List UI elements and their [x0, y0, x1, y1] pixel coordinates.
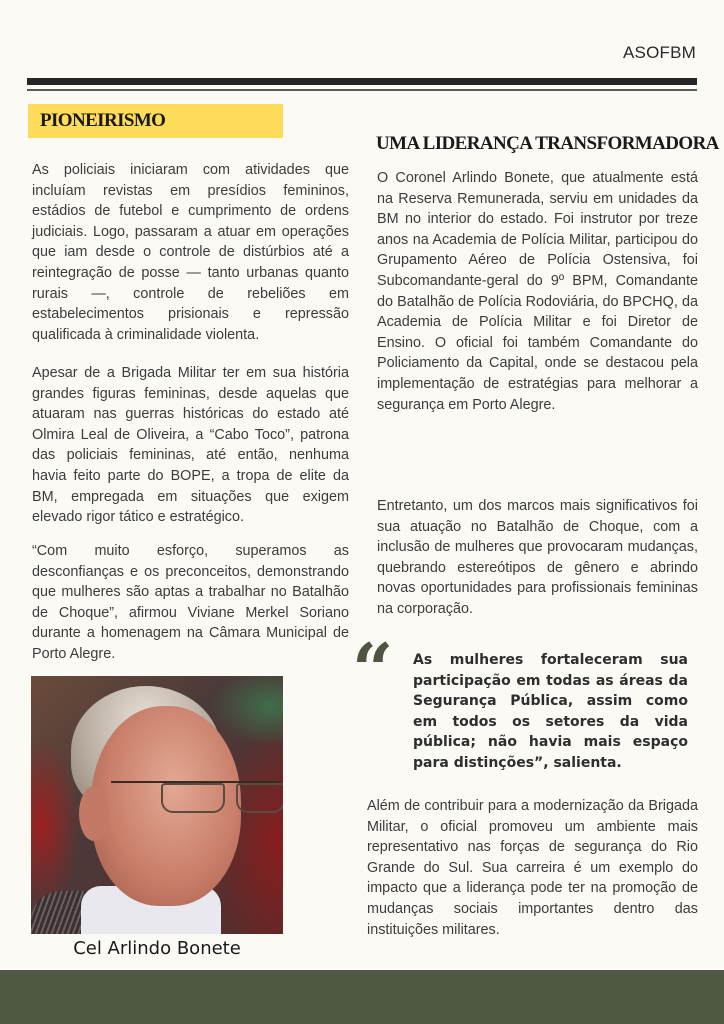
photo-glasses [111, 781, 281, 813]
section-title-left: PIONEIRISMO [40, 110, 166, 131]
brand-name: ASOFBM [623, 43, 696, 62]
right-paragraph-2: Entretanto, um dos marcos mais significativos foi sua atuação no Batalhão de Choque, com a inclusão de mulheres que provocaram mudanças, quebrando estereótipos de gênero e abrindo novas oportunidades para profissionais femininas na corporação. [377, 498, 698, 617]
header-rule-thin [27, 89, 697, 91]
closing-paragraph: Além de contribuir para a modernização da Brigada Militar, o oficial promoveu um ambiente mais representativo nas forças de segurança do Rio Grande do Sul. Sua carreira é um exemplo do impacto que a liderança pode ter na promoção de mudanças sociais importantes dentro das instituições militares. [367, 798, 698, 938]
pull-quote: As mulheres fortaleceram sua participação em todas as áreas da Segurança Pública, assim como em todos os setores da vida pública; não havia mais espaço para distinções”, salienta. [413, 652, 688, 771]
photo-ear [79, 786, 109, 841]
section-tag-pioneirismo [28, 104, 283, 138]
left-paragraph-3: “Com muito esforço, superamos as desconfianças e os preconceitos, demonstrando que mulheres são aptas a trabalhar no Batalhão de Choque”, afirmou Viviane Merkel Soriano durante a homenagem na Câmara Municipal de Porto Alegre. [32, 543, 349, 662]
left-paragraph-1: As policiais iniciaram com atividades que incluíam revistas em presídios femininos, estádios de futebol e cumprimento de ordens judiciais. Logo, passaram a atuar em operações que iam desde o controle de distúrbios até a reintegração de posse — tanto urbanas quanto rurais —, controle de rebeliões em estabelecimentos prisionais e repressão qualificada à criminalidade violenta. [32, 162, 349, 343]
header-rule-thick [27, 78, 697, 85]
right-paragraph-1: O Coronel Arlindo Bonete, que atualmente está na Reserva Remunerada, serviu em unidades da BM no interior do estado. Foi instrutor por treze anos na Academia de Polícia Militar, participou do Grupamento Aéreo de Polícia Ostensiva, foi Subcomandante-geral do 9º BPM, Comandante do Batalhão de Polícia Rodoviária, do BPCHQ, da Academia de Polícia Militar e foi Diretor de Ensino. O oficial foi também Comandante do Policiamento da Capital, onde se destacou pela implementação de estratégias para melhorar a segurança em Porto Alegre. [377, 170, 698, 413]
quote-open-icon: “ [352, 627, 394, 712]
portrait-photo [31, 676, 283, 934]
section-title-right: UMA LIDERANÇA TRANSFORMADORA [376, 133, 719, 154]
left-paragraph-2: Apesar de a Brigada Militar ter em sua história grandes figuras femininas, desde aquelas que atuaram nas guerras históricas do estado até Olmira Leal de Oliveira, a “Cabo Toco”, patrona das policiais femininas, até então, nenhuma havia feito parte do BOPE, a tropa de elite da BM, empregada em situações que exigem elevado rigor tático e estratégico. [32, 365, 349, 526]
photo-caption: Cel Arlindo Bonete [73, 938, 241, 959]
footer-band [0, 970, 724, 1024]
